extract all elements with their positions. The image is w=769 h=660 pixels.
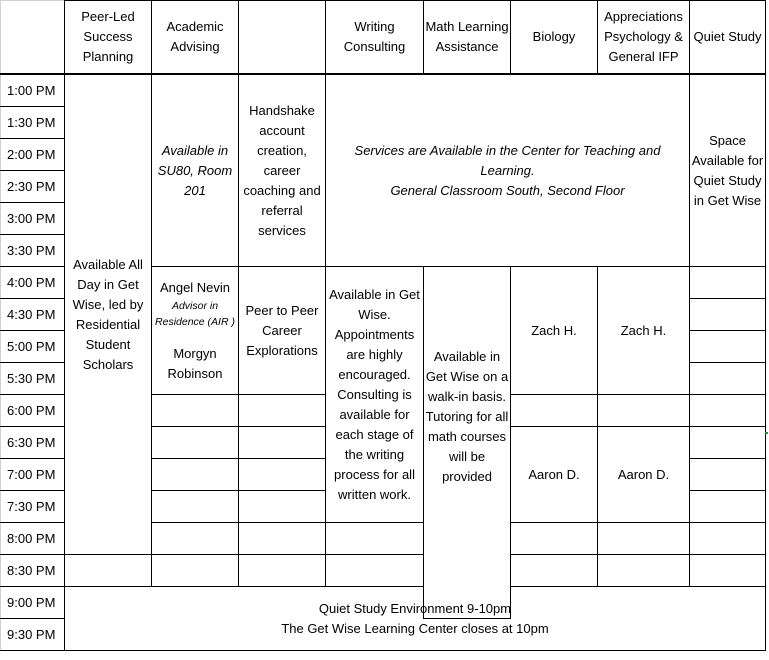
time-label: 4:30 PM: [1, 299, 65, 331]
time-label: 3:30 PM: [1, 235, 65, 267]
header-math: Math Learning Assistance: [424, 1, 511, 75]
time-label: 7:00 PM: [1, 459, 65, 491]
peer-career-cell: Peer to Peer Career Explorations: [239, 267, 326, 395]
peer-led-all-day-cell: Available All Day in Get Wise, led by Residential Student Scholars: [65, 74, 152, 555]
empty-cell: [511, 555, 598, 587]
quiet-cell: [690, 363, 766, 395]
empty-cell: [511, 523, 598, 555]
header-biology: Biology: [511, 1, 598, 75]
time-label: 1:00 PM: [1, 74, 65, 107]
empty-cell: [326, 523, 424, 555]
empty-cell: [239, 427, 326, 459]
empty-cell: [239, 523, 326, 555]
quiet-cell: [690, 395, 766, 427]
empty-cell: [152, 555, 239, 587]
header-academic-advising: Academic Advising: [152, 1, 239, 75]
time-label: 9:30 PM: [1, 619, 65, 651]
quiet-cell: [690, 555, 766, 587]
empty-cell: [239, 555, 326, 587]
quiet-cell: [690, 491, 766, 523]
time-label: 3:00 PM: [1, 203, 65, 235]
empty-cell: [152, 459, 239, 491]
empty-cell: [326, 555, 424, 587]
time-label: 5:30 PM: [1, 363, 65, 395]
cell-cursor-mark: [765, 432, 768, 434]
empty-cell: [598, 395, 690, 427]
appreciations-aaron-cell: Aaron D.: [598, 427, 690, 523]
math-walkin-cell: Available in Get Wise on a walk-in basis. Tutoring for all math courses will be provided: [424, 267, 511, 619]
time-label: 2:30 PM: [1, 171, 65, 203]
angel-role: Advisor in Residence (AIR ): [155, 299, 235, 328]
header-writing: Writing Consulting: [326, 1, 424, 75]
time-label: 2:00 PM: [1, 139, 65, 171]
corner-cell: [1, 1, 65, 75]
time-label: 4:00 PM: [1, 267, 65, 299]
time-label: 6:00 PM: [1, 395, 65, 427]
header-appreciations: Appreciations Psychology & General IFP: [598, 1, 690, 75]
handshake-cell: Handshake account creation, career coaching and referral services: [239, 74, 326, 267]
header-quiet-study: Quiet Study: [690, 1, 766, 75]
closing-cell: [65, 587, 766, 651]
quiet-cell: [690, 459, 766, 491]
header-peer-led: Peer-Led Success Planning: [65, 1, 152, 75]
empty-cell: [152, 427, 239, 459]
empty-cell: [239, 395, 326, 427]
biology-aaron-cell: Aaron D.: [511, 427, 598, 523]
quiet-cell: [690, 331, 766, 363]
time-label: 6:30 PM: [1, 427, 65, 459]
empty-cell: [511, 395, 598, 427]
empty-cell: [239, 491, 326, 523]
ctl-services-cell: [326, 74, 690, 267]
header-career: [239, 1, 326, 75]
morgyn-name: Morgyn Robinson: [167, 345, 223, 381]
time-label: 8:30 PM: [1, 555, 65, 587]
time-label: 5:00 PM: [1, 331, 65, 363]
empty-cell: [152, 395, 239, 427]
time-label: 9:00 PM: [1, 587, 65, 619]
angel-name: Angel Nevin: [159, 279, 231, 295]
quiet-space-cell: Space Available for Quiet Study in Get Wise: [690, 74, 766, 267]
quiet-cell: [690, 427, 766, 459]
time-label: 7:30 PM: [1, 491, 65, 523]
empty-cell: [152, 523, 239, 555]
angel-morgyn-cell: [152, 267, 239, 395]
quiet-cell: [690, 299, 766, 331]
empty-cell: [65, 555, 152, 587]
writing-getwise-cell: Available in Get Wise. Appointments are highly encouraged. Consulting is available for each stage of the writing process for all written work.: [326, 267, 424, 523]
closing-line2: The Get Wise Learning Center closes at 10pm: [281, 620, 549, 636]
quiet-cell: [690, 267, 766, 299]
empty-cell: [598, 523, 690, 555]
empty-cell: [598, 555, 690, 587]
ctl-services-line2: General Classroom South, Second Floor: [390, 182, 625, 198]
appreciations-zach-cell: Zach H.: [598, 267, 690, 395]
time-label: 1:30 PM: [1, 107, 65, 139]
empty-cell: [239, 459, 326, 491]
quiet-cell: [690, 523, 766, 555]
ctl-services-line1: Services are Available in the Center for Teaching and Learning.: [354, 142, 661, 178]
biology-zach-cell: Zach H.: [511, 267, 598, 395]
time-label: 8:00 PM: [1, 523, 65, 555]
closing-line1: Quiet Study Environment 9-10pm: [318, 600, 512, 616]
empty-cell: [152, 491, 239, 523]
advising-su80-cell: Available in SU80, Room 201: [152, 74, 239, 267]
